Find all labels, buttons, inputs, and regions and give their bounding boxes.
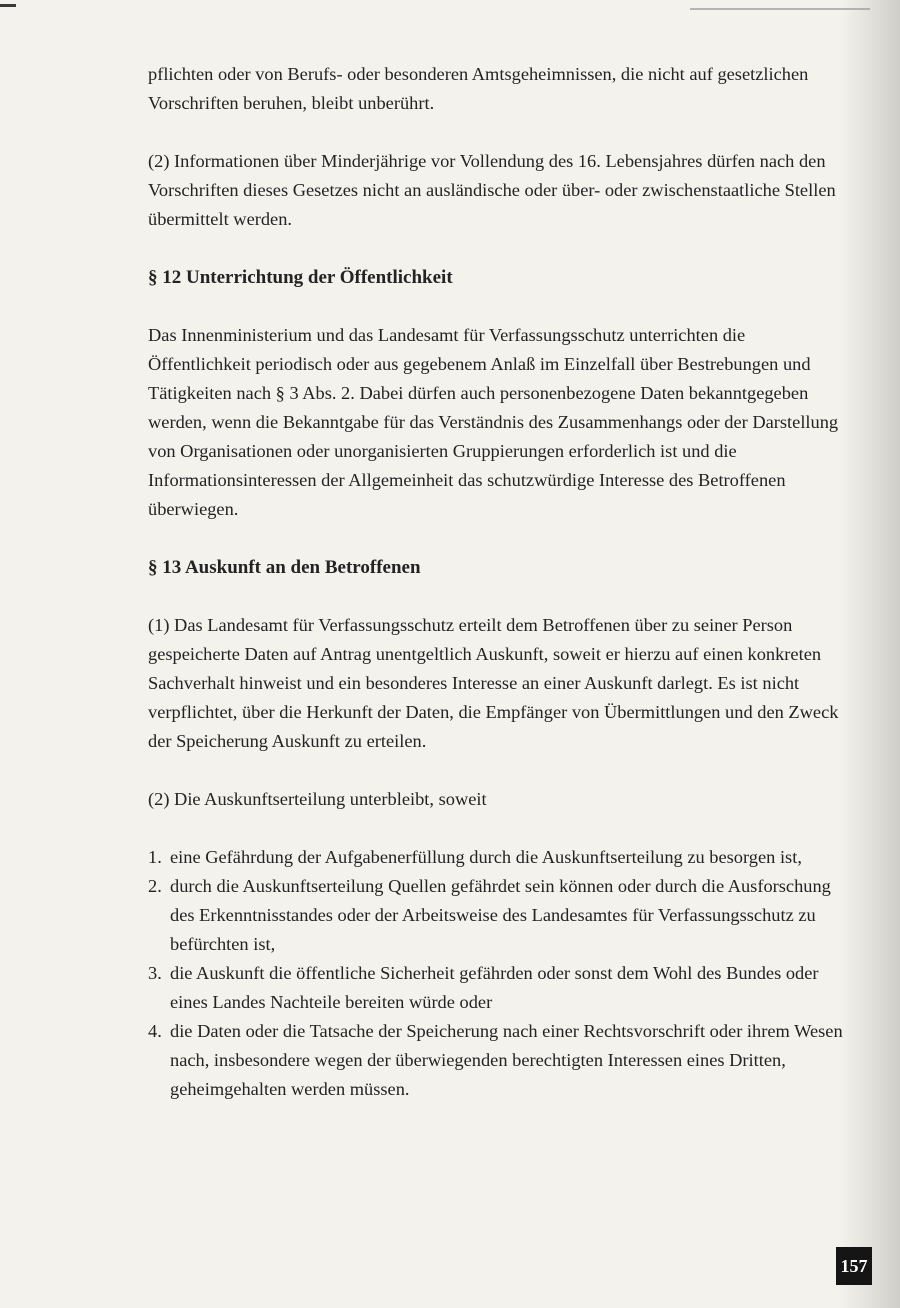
list-item-text: die Auskunft die öffentliche Sicherheit gefährden oder sonst dem Wohl des Bundes oder eines Landes Nachteile bereiten würde oder bbox=[170, 963, 819, 1012]
scan-corner-mark bbox=[0, 4, 16, 7]
list-item-number: 4. bbox=[148, 1021, 162, 1041]
list-item-text: die Daten oder die Tatsache der Speicherung nach einer Rechtsvorschrift oder ihrem Wesen nach, insbesondere wegen der überwiegenden berechtigten Interessen eines Dritten, geheimgehalten werden müssen. bbox=[170, 1021, 843, 1099]
section-13-heading: § 13 Auskunft an den Betroffenen bbox=[148, 557, 421, 578]
section-12-heading: § 12 Unterrichtung der Öffentlichkeit bbox=[148, 267, 453, 288]
section-12-text: Das Innenministerium und das Landesamt für Verfassungsschutz unterrichten die Öffentlichkeit periodisch oder aus gegebenem Anlaß im Einzelfall über Bestrebungen und Tätigkeiten nach § 3 Abs. 2. Dabei dürfen auch personenbezogene Daten bekanntgegeben werden, wenn die Bekanntgabe für das Verständnis des Zusammenhangs oder der Darstellung von Organisationen oder unorganisierten Gruppierungen erforderlich ist und die Informationsinteressen der Allgemeinheit das schutzwürdige Interesse des Betroffenen überwiegen. bbox=[148, 325, 839, 519]
list-item-text: durch die Auskunftserteilung Quellen gefährdet sein können oder durch die Ausforschung des Erkenntnisstandes oder der Arbeitsweise des Landesamtes für Verfassungsschutz zu befürchten ist, bbox=[170, 876, 831, 954]
page-content bbox=[148, 60, 848, 1104]
list-item bbox=[148, 959, 848, 1017]
paragraph-continuation: pflichten oder von Berufs- oder besonderen Amtsgeheimnissen, die nicht auf gesetzlichen Vorschriften beruhen, bleibt unberührt. bbox=[148, 64, 809, 113]
list-item bbox=[148, 872, 848, 959]
list-item bbox=[148, 1017, 848, 1104]
section-13-2: (2) Die Auskunftserteilung unterbleibt, soweit bbox=[148, 789, 487, 809]
list-item-number: 3. bbox=[148, 963, 162, 983]
list-item-number: 1. bbox=[148, 847, 162, 867]
page-number-badge: 157 bbox=[836, 1247, 872, 1285]
paragraph-11-2: (2) Informationen über Minderjährige vor Vollendung des 16. Lebensjahres dürfen nach den Vorschriften dieses Gesetzes nicht an ausländische oder über- oder zwischenstaatliche Stellen übermittelt werden. bbox=[148, 151, 836, 229]
section-13-2-list bbox=[148, 843, 848, 1104]
section-13-1: (1) Das Landesamt für Verfassungsschutz erteilt dem Betroffenen über zu seiner Person gespeicherte Daten auf Antrag unentgeltlich Auskunft, soweit er hierzu auf einen konkreten Sachverhalt hinweist und ein besonderes Interesse an einer Auskunft darlegt. Es ist nicht verpflichtet, über die Herkunft der Daten, die Empfänger von Übermittlungen und den Zweck der Speicherung Auskunft zu erteilen. bbox=[148, 615, 839, 751]
list-item-text: eine Gefährdung der Aufgabenerfüllung durch die Auskunftserteilung zu besorgen ist, bbox=[170, 847, 802, 867]
scan-top-rule bbox=[690, 8, 870, 10]
list-item-number: 2. bbox=[148, 876, 162, 896]
list-item bbox=[148, 843, 848, 872]
